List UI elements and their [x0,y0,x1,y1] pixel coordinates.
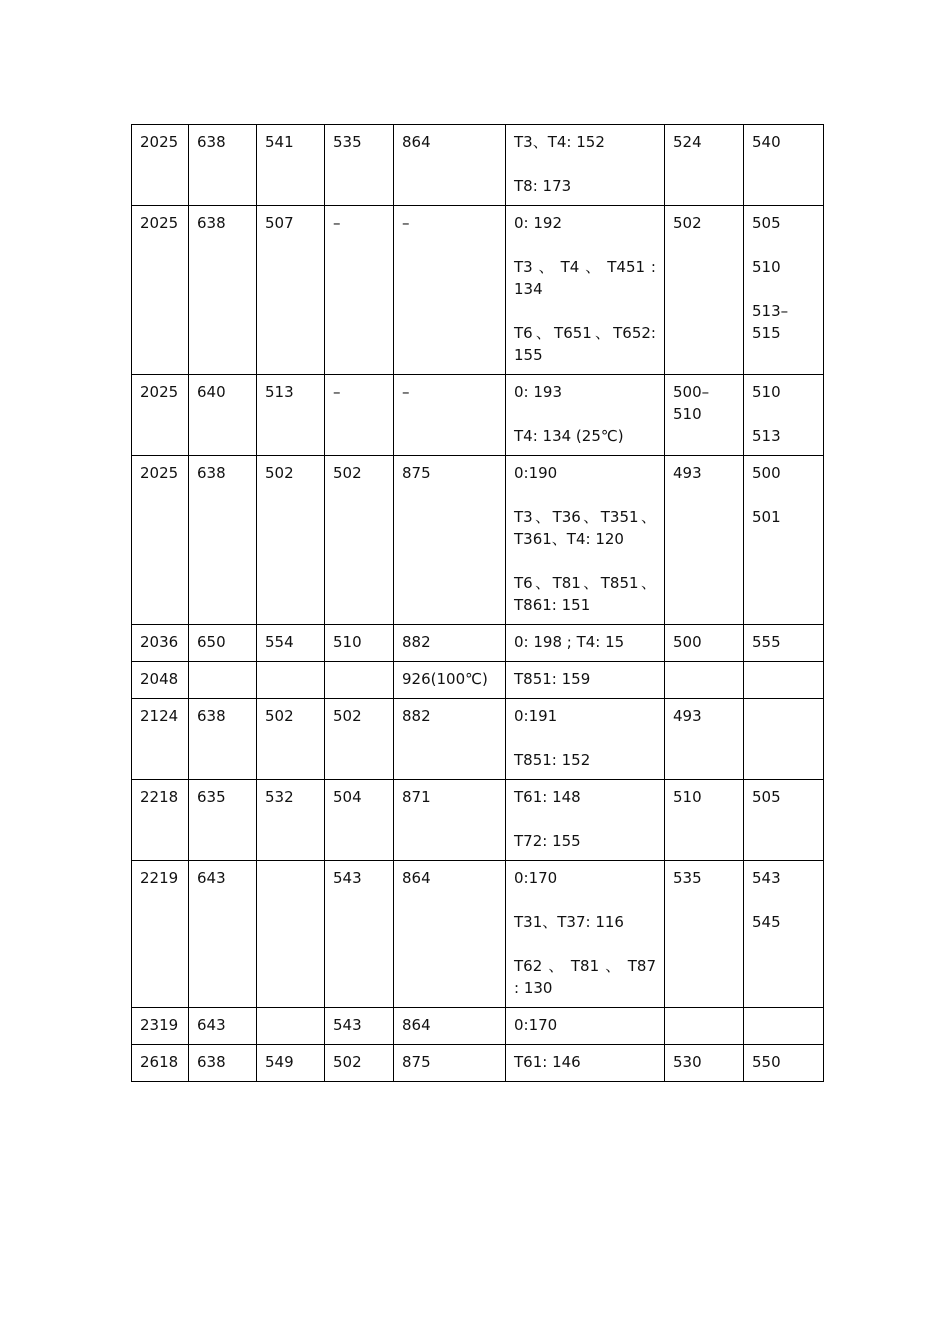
alloy-properties-table [131,124,824,1082]
alloy-cell [132,780,189,861]
alloy-cell [132,375,189,456]
cell-text [265,1014,316,1036]
cell-line [752,705,815,727]
cell-line: T851: 159 [514,670,591,688]
cell-text: 635 [197,788,226,806]
col3-cell [257,206,325,375]
col6-cell [506,625,665,662]
alloy-cell [132,861,189,1008]
cell-line: 513 [752,427,781,445]
cell-text: 882 [402,707,431,725]
alloy-cell [132,125,189,206]
col6-cell [506,1045,665,1082]
col2-cell [189,375,257,456]
cell-text: 640 [197,383,226,401]
col8-cell [744,861,824,1008]
col7-cell [665,625,744,662]
cell-line: 510 [752,258,781,276]
cell-text: 638 [197,464,226,482]
cell-text [265,867,316,889]
table-row [132,861,824,1008]
cell-text: 871 [402,788,431,806]
cell-text: – [333,383,341,401]
cell-line: T72: 155 [514,832,581,850]
col2-cell [189,699,257,780]
cell-text: 638 [197,707,226,725]
cell-line: 505 [752,214,781,232]
table-row [132,375,824,456]
col4-cell [325,206,394,375]
col2-cell [189,125,257,206]
col5-cell [394,625,506,662]
col5-cell [394,1045,506,1082]
col8-cell [744,625,824,662]
cell-line: T6、T651、T652: 155 [514,324,656,364]
cell-line: 0: 192 [514,214,562,232]
col6-cell [506,861,665,1008]
col6-cell [506,456,665,625]
cell-text: 532 [265,788,294,806]
cell-line: 545 [752,913,781,931]
cell-line: 0:170 [514,869,558,887]
cell-text: 875 [402,1053,431,1071]
table-row [132,1008,824,1045]
cell-text: 554 [265,633,294,651]
table-row [132,625,824,662]
col3-cell [257,780,325,861]
cell-line: T4: 134 (25℃) [514,427,624,445]
cell-line: 501 [752,508,781,526]
cell-text: 864 [402,1016,431,1034]
col6-cell [506,662,665,699]
cell-text: 926(100℃) [402,670,488,688]
cell-text: 510 [333,633,362,651]
col7-cell [665,699,744,780]
cell-line: 505 [752,788,781,806]
cell-line: T3 、 T4 、 T451 : 134 [514,258,656,298]
cell-line: 0:170 [514,1016,558,1034]
alloy-cell [132,1045,189,1082]
col3-cell [257,625,325,662]
cell-line: 0: 193 [514,383,562,401]
cell-text: 2124 [140,707,179,725]
cell-line: T3、T4: 152 [514,133,605,151]
col7-cell [665,456,744,625]
cell-text: – [402,383,410,401]
cell-line: 0: 198 ; T4: 15 [514,633,625,651]
cell-text: 524 [673,133,702,151]
col2-cell [189,1045,257,1082]
col6-cell [506,699,665,780]
table-row [132,206,824,375]
col3-cell [257,125,325,206]
cell-text: 504 [333,788,362,806]
col7-cell [665,1008,744,1045]
col6-cell [506,206,665,375]
cell-line: T6、T81、T851、T861: 151 [514,574,656,614]
col7-cell [665,125,744,206]
cell-line [752,1014,815,1036]
alloy-cell [132,456,189,625]
col3-cell [257,662,325,699]
col5-cell [394,125,506,206]
col8-cell [744,1045,824,1082]
alloy-cell [132,1008,189,1045]
col3-cell [257,1045,325,1082]
cell-text: 2218 [140,788,179,806]
col4-cell [325,375,394,456]
cell-text: 2618 [140,1053,179,1071]
cell-text: 864 [402,133,431,151]
cell-text [673,668,735,690]
col3-cell [257,375,325,456]
col3-cell [257,699,325,780]
cell-text: 882 [402,633,431,651]
col7-cell [665,375,744,456]
col8-cell [744,1008,824,1045]
cell-text: 507 [265,214,294,232]
cell-text: 864 [402,869,431,887]
cell-text: 543 [333,869,362,887]
col5-cell [394,699,506,780]
cell-line: T8: 173 [514,177,572,195]
cell-text: 535 [673,869,702,887]
col6-cell [506,125,665,206]
col8-cell [744,780,824,861]
cell-text: 2219 [140,869,179,887]
cell-line: 0:190 [514,464,558,482]
cell-line: 510 [752,383,781,401]
table-row [132,1045,824,1082]
cell-line [752,668,815,690]
cell-text: – [333,214,341,232]
col7-cell [665,662,744,699]
cell-line: 550 [752,1053,781,1071]
col2-cell [189,662,257,699]
col5-cell [394,861,506,1008]
cell-line: T62 、 T81 、 T87 : 130 [514,957,656,997]
cell-text: 2319 [140,1016,179,1034]
cell-line: 500 [752,464,781,482]
alloy-cell [132,699,189,780]
cell-line: T3、T36、T351、T361、T4: 120 [514,508,656,548]
cell-text [673,1014,735,1036]
col4-cell [325,625,394,662]
col2-cell [189,206,257,375]
col5-cell [394,780,506,861]
col5-cell [394,456,506,625]
col8-cell [744,456,824,625]
cell-text: 500–510 [673,383,710,423]
cell-text: 502 [333,464,362,482]
cell-text: 502 [333,707,362,725]
col2-cell [189,625,257,662]
alloy-cell [132,625,189,662]
cell-text: 643 [197,869,226,887]
cell-text: 493 [673,464,702,482]
col4-cell [325,780,394,861]
col4-cell [325,1045,394,1082]
col7-cell [665,861,744,1008]
col7-cell [665,206,744,375]
col7-cell [665,1045,744,1082]
cell-line: 513–515 [752,302,789,342]
cell-line: 0:191 [514,707,558,725]
cell-text [265,668,316,690]
cell-line: 555 [752,633,781,651]
cell-text: 2048 [140,670,179,688]
table-row [132,125,824,206]
cell-text: 2025 [140,464,179,482]
col8-cell [744,206,824,375]
cell-line: T61: 148 [514,788,581,806]
alloy-cell [132,206,189,375]
table-row [132,662,824,699]
cell-line: T851: 152 [514,751,591,769]
col8-cell [744,662,824,699]
col5-cell [394,375,506,456]
col4-cell [325,861,394,1008]
col4-cell [325,125,394,206]
cell-line: T61: 146 [514,1053,581,1071]
cell-text: 500 [673,633,702,651]
col8-cell [744,699,824,780]
cell-text: 638 [197,133,226,151]
cell-text: 2036 [140,633,179,651]
cell-text: 650 [197,633,226,651]
col4-cell [325,456,394,625]
col5-cell [394,1008,506,1045]
cell-line: T31、T37: 116 [514,913,624,931]
col7-cell [665,780,744,861]
cell-text: – [402,214,410,232]
cell-text: 541 [265,133,294,151]
col2-cell [189,456,257,625]
cell-text: 875 [402,464,431,482]
cell-line: 543 [752,869,781,887]
cell-text: 2025 [140,214,179,232]
cell-text: 2025 [140,133,179,151]
cell-text: 502 [673,214,702,232]
cell-text: 530 [673,1053,702,1071]
cell-text: 493 [673,707,702,725]
col2-cell [189,861,257,1008]
col2-cell [189,1008,257,1045]
col4-cell [325,1008,394,1045]
cell-text [333,668,385,690]
col5-cell [394,662,506,699]
cell-text: 502 [265,464,294,482]
col4-cell [325,662,394,699]
table-row [132,699,824,780]
cell-text: 543 [333,1016,362,1034]
col6-cell [506,780,665,861]
col5-cell [394,206,506,375]
cell-text: 535 [333,133,362,151]
col8-cell [744,125,824,206]
cell-text: 643 [197,1016,226,1034]
table-row [132,456,824,625]
col3-cell [257,456,325,625]
cell-text: 638 [197,1053,226,1071]
col6-cell [506,375,665,456]
cell-text: 638 [197,214,226,232]
cell-text: 502 [265,707,294,725]
cell-text [197,668,248,690]
table-row [132,780,824,861]
col4-cell [325,699,394,780]
col3-cell [257,1008,325,1045]
cell-text: 549 [265,1053,294,1071]
cell-text: 513 [265,383,294,401]
cell-text: 502 [333,1053,362,1071]
cell-text: 510 [673,788,702,806]
alloy-cell [132,662,189,699]
col6-cell [506,1008,665,1045]
col8-cell [744,375,824,456]
cell-text: 2025 [140,383,179,401]
col2-cell [189,780,257,861]
cell-line: 540 [752,133,781,151]
col3-cell [257,861,325,1008]
